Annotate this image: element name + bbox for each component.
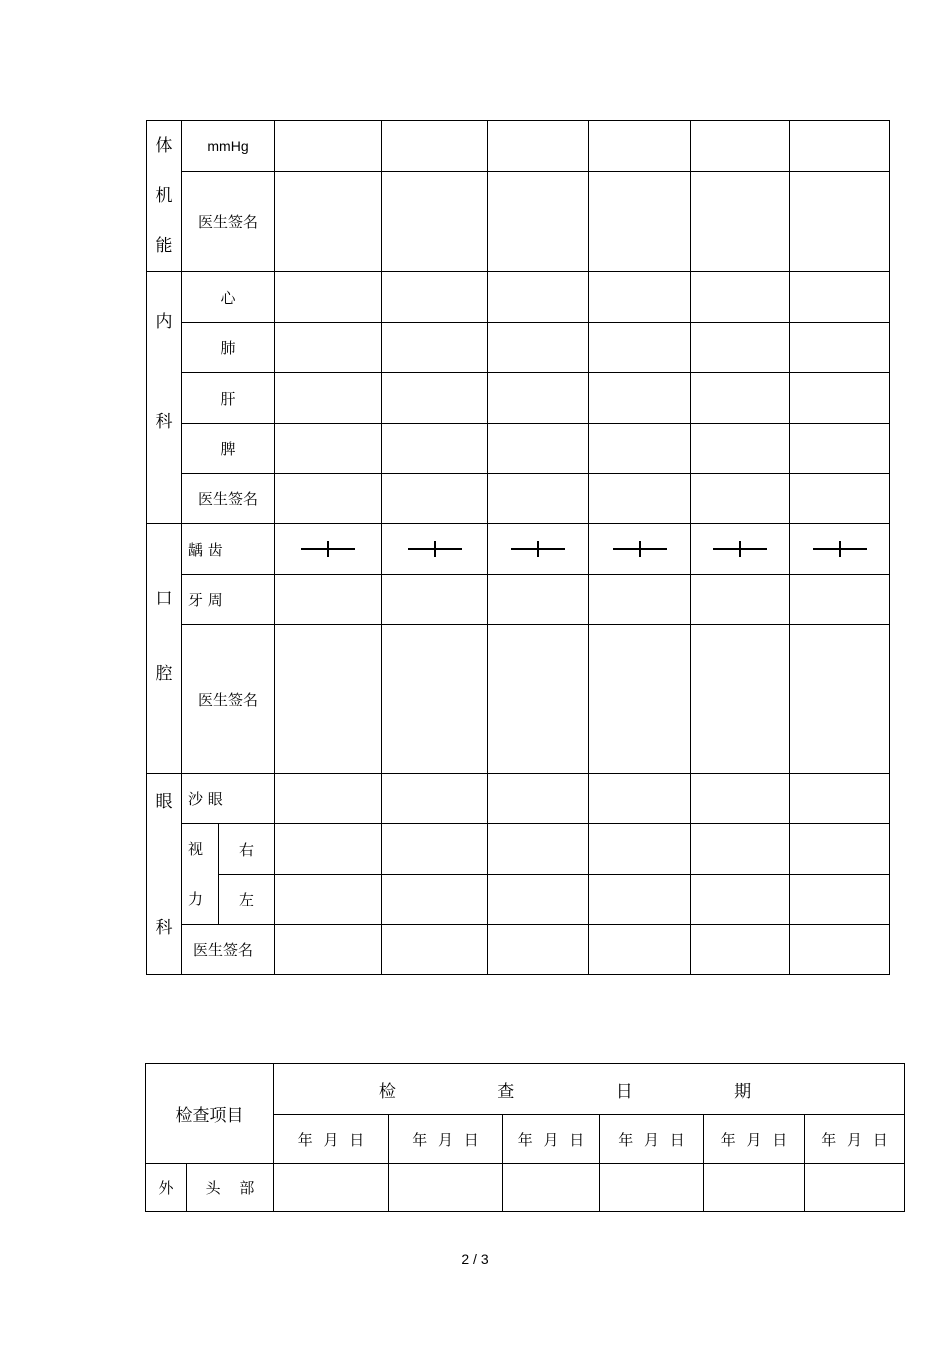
- cell[interactable]: [488, 424, 589, 474]
- page-number: 2 / 3: [461, 1251, 489, 1267]
- cell[interactable]: [275, 774, 382, 824]
- row-label-head: 头 部: [187, 1164, 274, 1212]
- row-label-trachoma: 沙 眼: [182, 774, 275, 824]
- section-char: 体: [155, 136, 173, 156]
- exam-table-dates: [145, 1063, 905, 1212]
- row-label-heart: 心: [182, 272, 275, 323]
- cell[interactable]: [382, 323, 488, 373]
- cross-mark-icon: [691, 539, 789, 559]
- cell[interactable]: [275, 121, 382, 172]
- exam-table-main: [146, 120, 890, 975]
- cell-caries-mark[interactable]: [488, 524, 589, 575]
- cell[interactable]: [488, 824, 589, 875]
- section-internal: [147, 272, 182, 524]
- header-exam-item: 检查项目: [146, 1064, 274, 1164]
- cross-mark-icon: [589, 539, 690, 559]
- date-cell[interactable]: 年 月 日: [805, 1115, 905, 1164]
- cell[interactable]: [600, 1164, 704, 1212]
- cell[interactable]: [275, 474, 382, 524]
- cell[interactable]: [790, 171, 890, 271]
- cell[interactable]: [691, 121, 790, 172]
- section-physical: [147, 121, 182, 272]
- cell[interactable]: [488, 474, 589, 524]
- cell[interactable]: [503, 1164, 600, 1212]
- cell[interactable]: [275, 373, 382, 424]
- row-label-lung: 肺: [182, 323, 275, 373]
- row-label-doctor-signature: 医生签名: [182, 171, 275, 271]
- row-label-spleen: 脾: [182, 424, 275, 474]
- cell[interactable]: [589, 323, 691, 373]
- section-char: 眼: [155, 792, 173, 812]
- cell[interactable]: [488, 272, 589, 323]
- section-external: 外: [146, 1164, 187, 1212]
- row-label-vision-left: 左: [219, 875, 275, 925]
- date-cell[interactable]: 年 月 日: [274, 1115, 389, 1164]
- cell[interactable]: [488, 625, 589, 774]
- cell[interactable]: [589, 774, 691, 824]
- cell[interactable]: [790, 925, 890, 975]
- row-label-doctor-signature: 医生签名: [182, 925, 275, 975]
- cell[interactable]: [382, 824, 488, 875]
- cell[interactable]: [275, 575, 382, 625]
- cell[interactable]: [275, 272, 382, 323]
- cell[interactable]: [805, 1164, 905, 1212]
- cell[interactable]: [790, 875, 890, 925]
- cell[interactable]: [274, 1164, 389, 1212]
- cell[interactable]: [589, 575, 691, 625]
- cell[interactable]: [488, 774, 589, 824]
- cell-caries-mark[interactable]: [691, 524, 790, 575]
- cell[interactable]: [790, 272, 890, 323]
- cross-mark-icon: [488, 539, 588, 559]
- date-cell[interactable]: 年 月 日: [704, 1115, 805, 1164]
- cell[interactable]: [589, 875, 691, 925]
- cell[interactable]: [790, 373, 890, 424]
- header-exam-date: 检 查 日 期: [274, 1064, 905, 1115]
- row-label-liver: 肝: [182, 373, 275, 424]
- cell[interactable]: [275, 824, 382, 875]
- section-char: 机: [155, 186, 173, 206]
- cell[interactable]: [275, 424, 382, 474]
- cell[interactable]: [382, 625, 488, 774]
- cell[interactable]: [382, 774, 488, 824]
- row-label-vision-right: 右: [219, 824, 275, 875]
- cell[interactable]: [382, 925, 488, 975]
- section-char: 口: [155, 589, 173, 609]
- section-char: 内: [155, 312, 173, 332]
- cell[interactable]: [382, 121, 488, 172]
- cell[interactable]: [790, 824, 890, 875]
- cell[interactable]: [275, 875, 382, 925]
- cell[interactable]: [589, 424, 691, 474]
- section-eye: [147, 774, 182, 975]
- cell[interactable]: [790, 474, 890, 524]
- cell[interactable]: [382, 272, 488, 323]
- row-label-doctor-signature: 医生签名: [182, 625, 275, 774]
- cell[interactable]: [691, 272, 790, 323]
- date-cell[interactable]: 年 月 日: [600, 1115, 704, 1164]
- cell[interactable]: [589, 272, 691, 323]
- cell[interactable]: [790, 774, 890, 824]
- cell[interactable]: [691, 824, 790, 875]
- cross-mark-icon: [790, 539, 889, 559]
- cell[interactable]: [275, 323, 382, 373]
- vision-char: 力: [188, 890, 204, 908]
- cell[interactable]: [589, 474, 691, 524]
- cell[interactable]: [488, 121, 589, 172]
- cell[interactable]: [589, 625, 691, 774]
- cell[interactable]: [382, 424, 488, 474]
- row-label-mmhg: mmHg: [182, 121, 275, 172]
- section-char: 科: [155, 412, 173, 432]
- cell-caries-mark[interactable]: [790, 524, 890, 575]
- cell[interactable]: [790, 121, 890, 172]
- cell[interactable]: [488, 925, 589, 975]
- cell[interactable]: [589, 121, 691, 172]
- cell[interactable]: [275, 171, 382, 271]
- section-char: 科: [155, 918, 173, 938]
- cell[interactable]: [488, 323, 589, 373]
- cell[interactable]: [275, 625, 382, 774]
- cell[interactable]: [691, 625, 790, 774]
- cell[interactable]: [790, 625, 890, 774]
- cell[interactable]: [704, 1164, 805, 1212]
- cell[interactable]: [691, 323, 790, 373]
- row-label-dental-caries: 龋 齿: [182, 524, 275, 575]
- cell-caries-mark[interactable]: [382, 524, 488, 575]
- row-label-doctor-signature: 医生签名: [182, 474, 275, 524]
- vision-char: 视: [188, 840, 204, 858]
- cell[interactable]: [382, 373, 488, 424]
- row-label-periodontal: 牙 周: [182, 575, 275, 625]
- cell[interactable]: [691, 424, 790, 474]
- cell[interactable]: [382, 171, 488, 271]
- section-char: 能: [155, 236, 173, 256]
- cell-caries-mark[interactable]: [275, 524, 382, 575]
- cell[interactable]: [382, 875, 488, 925]
- cross-mark-icon: [382, 539, 487, 559]
- cell[interactable]: [691, 774, 790, 824]
- cell[interactable]: [488, 171, 589, 271]
- cross-mark-icon: [275, 539, 381, 559]
- cell[interactable]: [691, 575, 790, 625]
- cell[interactable]: [691, 925, 790, 975]
- date-cell[interactable]: 年 月 日: [389, 1115, 503, 1164]
- cell[interactable]: [691, 171, 790, 271]
- cell[interactable]: [488, 575, 589, 625]
- cell[interactable]: [589, 171, 691, 271]
- cell[interactable]: [589, 925, 691, 975]
- cell[interactable]: [382, 474, 488, 524]
- cell[interactable]: [488, 875, 589, 925]
- cell[interactable]: [589, 824, 691, 875]
- cell[interactable]: [691, 474, 790, 524]
- section-oral: 口 腔: [147, 524, 182, 774]
- cell[interactable]: [790, 323, 890, 373]
- cell[interactable]: [691, 373, 790, 424]
- cell[interactable]: [382, 575, 488, 625]
- row-label-vision: [182, 824, 219, 925]
- cell[interactable]: [389, 1164, 503, 1212]
- cell[interactable]: [790, 575, 890, 625]
- cell[interactable]: [275, 925, 382, 975]
- date-cell[interactable]: 年 月 日: [503, 1115, 600, 1164]
- cell[interactable]: [691, 875, 790, 925]
- cell[interactable]: [589, 373, 691, 424]
- cell[interactable]: [790, 424, 890, 474]
- cell[interactable]: [488, 373, 589, 424]
- cell-caries-mark[interactable]: [589, 524, 691, 575]
